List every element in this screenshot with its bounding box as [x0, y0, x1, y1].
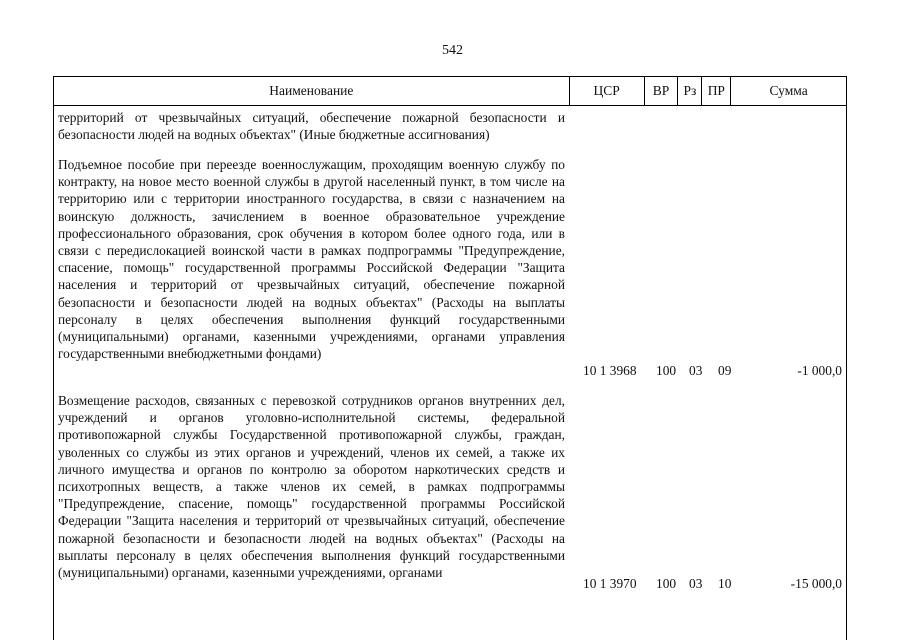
table-row	[58, 156, 565, 362]
row-sum: -1 000,0	[797, 363, 842, 378]
row-text: Подъемное пособие при переезде военнослужащим, проходящим военную службу по контракту, на новое место военной службы в другой населенный пункт, в том числе на территорию или с территории иностранного государства, в связи с назначением на воинскую должность, зачислением в военное образовательное учреждение профессионального образования, срок обучения в котором более одного года, или в связи с передислокацией воинской части в рамках подпрограммы "Предупреждение, спасение, помощь" государственной программы Российской Федерации "Защита населения и территорий от чрезвычайных ситуаций, обеспечение пожарной безопасности и безопасности людей на водных объектах" (Расходы на выплаты персоналу в целях обеспечения выполнения функций государственными (муниципальными) органами, казенными учреждениями, органами управления государственными внебюджетными фондами)	[58, 157, 565, 362]
row-text: территорий от чрезвычайных ситуаций, обеспечение пожарной безопасности и безопасности людей на водных объектах" (Иные бюджетные ассигнования)	[58, 110, 565, 143]
row-pr: 10	[718, 576, 732, 591]
table-left-border	[53, 106, 54, 640]
row-sum: -15 000,0	[790, 576, 842, 591]
page-number: 542	[442, 43, 463, 58]
row-text: Возмещение расходов, связанных с перевозкой сотрудников органов внутренних дел, учреждений и органов уголовно-исполнительной системы, федеральной противопожарной службы Государственной противопожарной службы, граждан, уволенных со службы из этих органов и учреждений, членов их семей, а также их личного имущества и органов по контролю за оборотом наркотических средств и психотропных веществ, а также членов их семей, в рамках подпрограммы "Предупреждение, спасение, помощь" государственной программы Российской Федерации "Защита населения и территорий от чрезвычайных ситуаций, обеспечение пожарной безопасности и безопасности людей на водных объектах" (Расходы на выплаты персоналу в целях обеспечения выполнения функций государственными (муниципальными) органами, казенными учреждениями, органами	[58, 393, 565, 581]
row-rz: 03	[689, 363, 703, 378]
header-rz: Рз	[678, 77, 702, 105]
table-header	[53, 76, 847, 106]
header-sum: Сумма	[769, 83, 808, 98]
row-csr: 10 1 3970	[583, 576, 637, 591]
table-row	[58, 392, 565, 581]
row-csr: 10 1 3968	[583, 363, 637, 378]
table-row-continued	[58, 109, 565, 143]
header-name: Наименование	[54, 77, 570, 105]
header-csr: ЦСР	[570, 77, 645, 105]
row-vr: 100	[656, 363, 677, 378]
header-pr: ПР	[702, 77, 731, 105]
row-pr: 09	[718, 363, 732, 378]
table-right-border	[846, 106, 847, 640]
header-vr: ВР	[645, 77, 679, 105]
row-rz: 03	[689, 576, 703, 591]
row-vr: 100	[656, 576, 677, 591]
